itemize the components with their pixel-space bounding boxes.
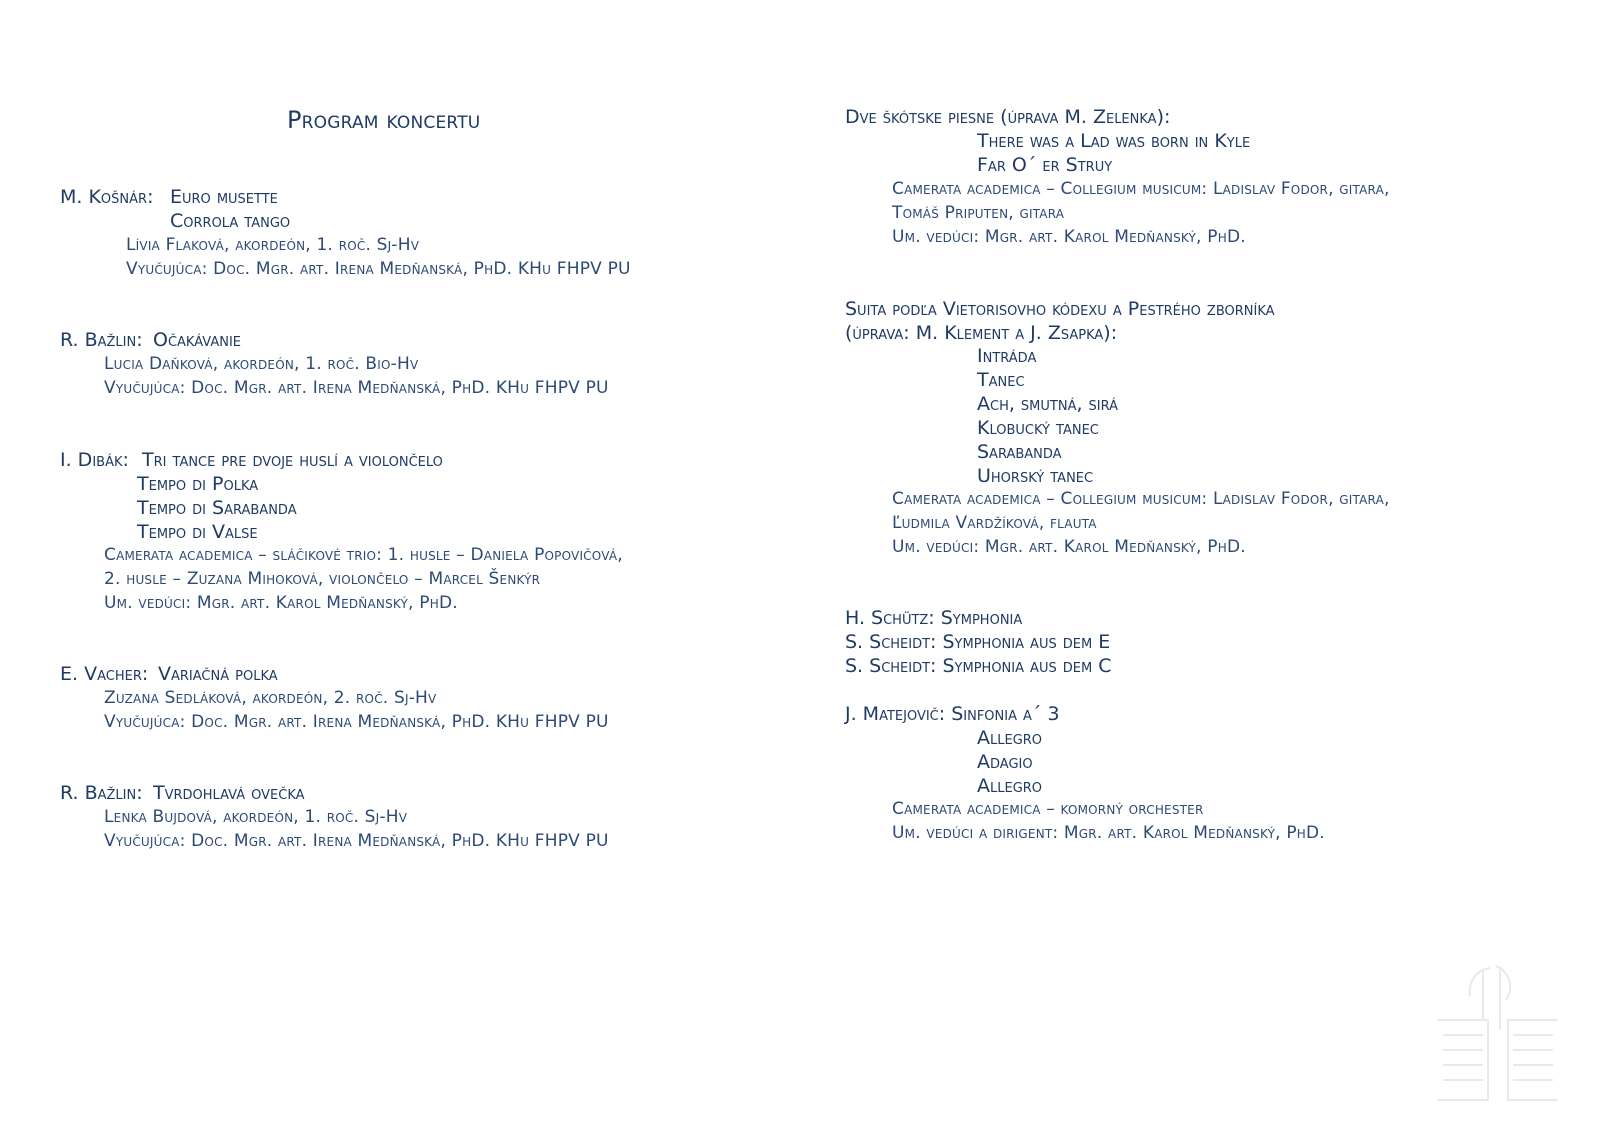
performer-line: Camerata academica – Collegium musicum: Ladislav Fodor, gitara, xyxy=(892,179,1390,199)
piece-title: Far O´ er Struy xyxy=(977,154,1113,176)
composer-name: I. Dibák: xyxy=(60,449,129,471)
work-heading: S. Scheidt: Symphonia aus dem E xyxy=(845,631,1111,653)
piece-title: Tri tance pre dvoje huslí a violončelo xyxy=(142,449,443,471)
performer-line: Zuzana Sedláková, akordeón, 2. roč. Sj-Hv xyxy=(104,688,437,708)
performer-line: Vyučujúca: Doc. Mgr. art. Irena Medňanská, PhD. KHu FHPV PU xyxy=(126,259,631,279)
composer-name: R. Bažlin: xyxy=(60,782,143,804)
piece-title: Adagio xyxy=(977,751,1033,773)
work-heading: S. Scheidt: Symphonia aus dem C xyxy=(845,655,1112,677)
performer-line: Um. vedúci a dirigent: Mgr. art. Karol Medňanský, PhD. xyxy=(892,823,1325,843)
performer-line: 2. husle – Zuzana Mihoková, violončelo – Marcel Šenkýr xyxy=(104,569,541,589)
performer-line: Lívia Flaková, akordeón, 1. roč. Sj-Hv xyxy=(126,235,420,255)
performer-line: Lenka Bujdová, akordeón, 1. roč. Sj-Hv xyxy=(104,807,408,827)
page-title: Program koncertu xyxy=(287,106,481,134)
work-heading: J. Matejovič: Sinfonia a´ 3 xyxy=(845,703,1060,725)
piece-title: Variačná polka xyxy=(158,663,278,685)
performer-line: Vyučujúca: Doc. Mgr. art. Irena Medňanská, PhD. KHu FHPV PU xyxy=(104,831,609,851)
piece-title: Klobucký tanec xyxy=(977,417,1099,439)
performer-line: Lucia Daňková, akordeón, 1. roč. Bio-Hv xyxy=(104,354,419,374)
piece-title: Uhorský tanec xyxy=(977,465,1094,487)
piece-title: Tempo di Valse xyxy=(137,521,258,543)
piece-title: Očakávanie xyxy=(153,329,242,351)
performer-line: Um. vedúci: Mgr. art. Karol Medňanský, PhD. xyxy=(892,537,1246,557)
work-heading: Suita podľa Vietorisovho kódexu a Pestrého zborníka xyxy=(845,298,1275,320)
work-heading: (úprava: M. Klement a J. Zsapka): xyxy=(845,322,1118,344)
watermark-logo xyxy=(1428,960,1568,1110)
performer-line: Um. vedúci: Mgr. art. Karol Medňanský, PhD. xyxy=(104,593,458,613)
piece-title: Euro musette xyxy=(170,186,278,208)
composer-name: M. Košnár: xyxy=(60,186,154,208)
piece-title: There was a Lad was born in Kyle xyxy=(977,130,1251,152)
performer-line: Tomáš Priputen, gitara xyxy=(892,203,1065,223)
performer-line: Vyučujúca: Doc. Mgr. art. Irena Medňanská, PhD. KHu FHPV PU xyxy=(104,712,609,732)
piece-title: Intráda xyxy=(977,345,1037,367)
piece-title: Tempo di Polka xyxy=(137,473,259,495)
piece-title: Allegro xyxy=(977,727,1043,749)
piece-title: Allegro xyxy=(977,775,1043,797)
piece-title: Sarabanda xyxy=(977,441,1062,463)
performer-line: Camerata academica – sláčikové trio: 1. husle – Daniela Popovičová, xyxy=(104,545,623,565)
performer-line: Ľudmila Vardžíková, flauta xyxy=(892,513,1097,533)
composer-name: R. Bažlin: xyxy=(60,329,143,351)
performer-line: Camerata academica – komorný orchester xyxy=(892,799,1204,819)
performer-line: Camerata academica – Collegium musicum: Ladislav Fodor, gitara, xyxy=(892,489,1390,509)
composer-name: E. Vacher: xyxy=(60,663,149,685)
piece-title: Tvrdohlavá ovečka xyxy=(153,782,305,804)
work-heading: Dve škótske piesne (úprava M. Zelenka): xyxy=(845,106,1171,128)
piece-title: Ach, smutná, sirá xyxy=(977,393,1119,415)
performer-line: Um. vedúci: Mgr. art. Karol Medňanský, PhD. xyxy=(892,227,1246,247)
piece-title: Corrola tango xyxy=(170,210,291,232)
piece-title: Tanec xyxy=(977,369,1025,391)
performer-line: Vyučujúca: Doc. Mgr. art. Irena Medňanská, PhD. KHu FHPV PU xyxy=(104,378,609,398)
work-heading: H. Schütz: Symphonia xyxy=(845,607,1023,629)
piece-title: Tempo di Sarabanda xyxy=(137,497,297,519)
